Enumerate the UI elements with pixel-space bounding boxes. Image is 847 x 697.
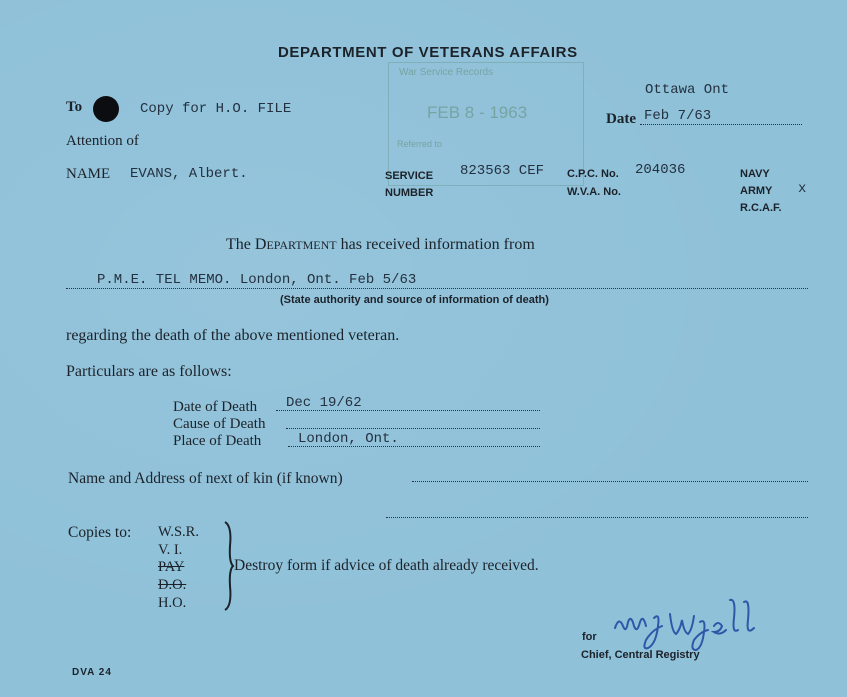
hole-punch xyxy=(93,96,119,122)
number-label: NUMBER xyxy=(385,187,434,199)
copies-label: Copies to: xyxy=(68,524,132,541)
death-date-label: Date of Death xyxy=(173,399,258,415)
death-place-label: Place of Death xyxy=(173,433,262,449)
death-date-value: Dec 19/62 xyxy=(286,395,362,411)
destroy-note: Destroy form if advice of death already received. xyxy=(234,557,539,574)
cpc-value: 204036 xyxy=(635,162,686,178)
source-value: P.M.E. TEL MEMO. London, Ont. Feb 5/63 xyxy=(97,272,417,288)
to-label: To xyxy=(66,99,83,115)
date-line xyxy=(640,124,802,125)
date-value: Feb 7/63 xyxy=(644,108,712,124)
copy-for-file: Copy for H.O. FILE xyxy=(140,101,292,117)
cpc-label: C.P.C. No. xyxy=(567,168,619,180)
death-cause-label: Cause of Death xyxy=(173,416,266,432)
form-code: DVA 24 xyxy=(72,667,112,678)
death-place-value: London, Ont. xyxy=(298,431,399,447)
death-cause-line xyxy=(286,428,540,429)
next-of-kin-label: Name and Address of next of kin (if known) xyxy=(68,470,343,487)
army-label: ARMY xyxy=(740,185,773,197)
name-label: NAME xyxy=(66,166,111,182)
service-number-value: 823563 CEF xyxy=(460,163,545,179)
next-of-kin-line-1 xyxy=(412,481,808,482)
name-value: EVANS, Albert. xyxy=(130,166,248,182)
location-text: Ottawa Ont xyxy=(645,82,730,98)
source-caption: (State authority and source of information of death) xyxy=(280,294,549,306)
service-label: SERVICE xyxy=(385,170,434,182)
rcaf-label: R.C.A.F. xyxy=(740,202,782,214)
stamp-office: War Service Records xyxy=(399,67,494,78)
copy-pay: PAY xyxy=(158,559,185,575)
attention-label: Attention of xyxy=(66,133,139,149)
received-statement: The DEPARTMENT has received information from xyxy=(226,236,535,253)
next-of-kin-line-2 xyxy=(386,517,808,518)
copy-ho: H.O. xyxy=(158,595,187,611)
copy-do: D.O. xyxy=(158,577,187,593)
army-mark: x xyxy=(798,181,807,197)
copy-vi: V. I. xyxy=(158,542,183,558)
stamp-referred: Referred to xyxy=(397,139,443,149)
for-label: for xyxy=(582,631,597,643)
source-line xyxy=(66,288,808,289)
wva-label: W.V.A. No. xyxy=(567,186,621,198)
handwritten-signature xyxy=(610,592,800,654)
date-label: Date xyxy=(606,111,636,127)
regarding-text: regarding the death of the above mentioned veteran. xyxy=(66,327,400,344)
navy-label: NAVY xyxy=(740,168,770,180)
signature-office: Chief, Central Registry xyxy=(581,649,700,661)
stamp-date: FEB 8 - 1963 xyxy=(427,103,528,122)
particulars-intro: Particulars are as follows: xyxy=(66,363,232,380)
copy-wsr: W.S.R. xyxy=(158,524,199,540)
department-heading: DEPARTMENT OF VETERANS AFFAIRS xyxy=(278,44,578,61)
